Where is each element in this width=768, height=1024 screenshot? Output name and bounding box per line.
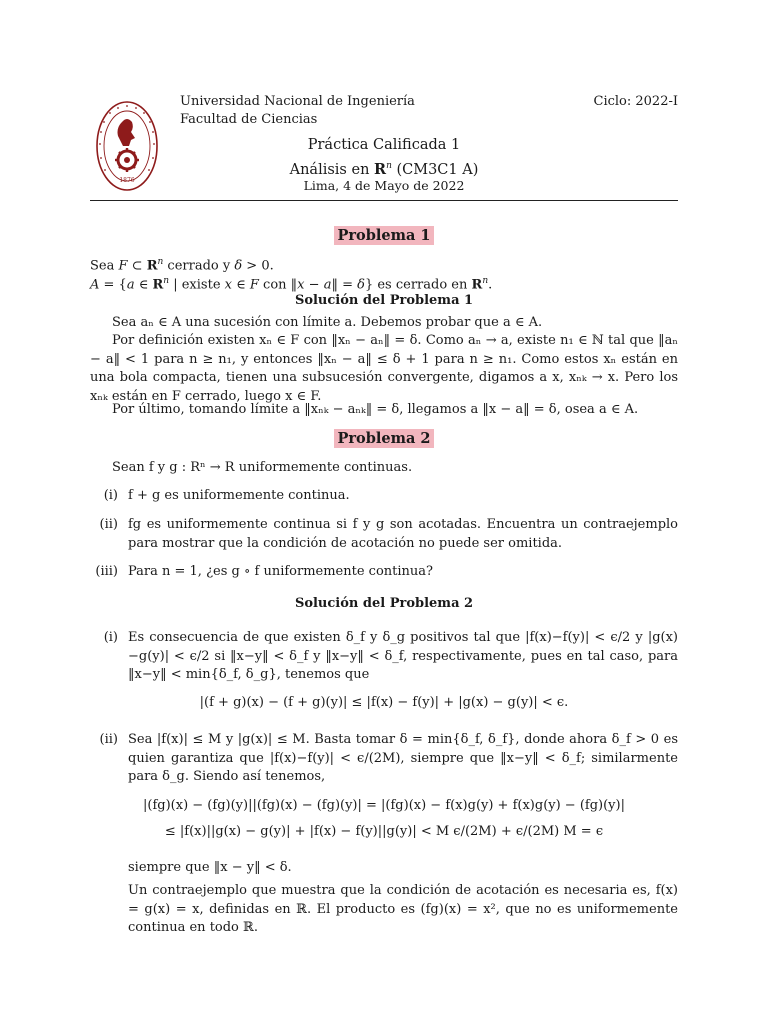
equation-product-line-2: ≤ |f(x)||g(x) − g(y)| + |f(x) − f(y)||g(y)| < M ϵ/(2M) + ϵ/(2M) M = ϵ <box>164 824 604 839</box>
exam-title: Práctica Calificada 1 <box>307 137 461 153</box>
university-name: Universidad Nacional de Ingeniería <box>180 94 415 109</box>
problem-1-statement-2: A = {a ∈ $R^n$ | existe x ∈ F con ‖x − a‖ = δ} es cerrado en $R^n$. <box>90 276 493 293</box>
course-name: Análisis en $R^n$ (CM3C1 A) <box>289 160 479 178</box>
solution-1-paragraph-3: Por último, tomando límite a ‖xₙₖ − aₙₖ‖ = δ, llegamos a ‖x − a‖ = δ, osea a ∈ A. <box>112 402 639 417</box>
document-page: 1876 Universidad Nacional de Ingeniería Facultad de Ciencias Ciclo: 2022-I Práctica Calificada 1 Análisis en $R^n$ (CM3C1 A) Lima, 4 de Mayo de 2022 Problema 1 Sea F ⊂ $R^n$ cerrado y δ > 0. A = {a ∈ $R^n$ | existe x ∈ F con ‖x − a‖ = δ} es cerrado en $R^n$. Solución del Problema 1 Sea aₙ ∈ A una sucesión con límite a. Debemos probar que a ∈ A. Por definición existen xₙ ∈ F con ‖xₙ − aₙ‖ = δ. Como aₙ → a, existe n₁ ∈ ℕ tal que ‖aₙ − a‖ < 1 para n ≥ n₁, y entonces ‖xₙ − a‖ ≤ δ + 1 para n ≥ n₁. Como estos xₙ están en una bola compacta, tienen una subsucesión convergente, digamos a x, xₙₖ → x. Pero los xₙₖ están en F cerrado, luego x ∈ F. Por último, tomando límite a ‖xₙₖ − aₙₖ‖ = δ, llegamos a ‖x − a‖ = δ, osea a ∈ A. Problema 2 Sean f y g : Rⁿ → R uniformemente continuas. (i) f + g es uniformemente continua. (ii) fg es uniformemente continua si f y g son acotadas. Encuentra un contraejemplo para mostrar que la condición de acotación no puede ser omitida. (iii) Para n = 1, ¿es g ∘ f uniformemente continua? Solución del Problema 2 (i) Es consecuencia de que existen δ_f y δ_g positivos tal que |f(x)−f(y)| < ϵ/2 y |g(x)−g(y)| < ϵ/2 si ‖x−y‖ < δ_f y ‖x−y‖ < δ_f, respectivamente, pues en tal caso, para ‖x−y‖ < min{δ_f, δ_g}, tenemos que |(f + g)(x) − (f + g)(y)| ≤ |f(x) − f(y)| + |g(x) − g(y)| < ϵ. (ii) Sea |f(x)| ≤ M y |g(x)| ≤ M. Basta tomar δ = min{δ_f, δ_f}, donde ahora δ_f > 0 es quien garantiza que |f(x)−f(y)| < ϵ/(2M), siempre que ‖x−y‖ < δ_f; similarmente para δ_g. Siendo así tenemos, |(fg)(x) − (fg)(y)||(fg)(x) − (fg)(y)| = |(fg)(x) − f(x)g(y) + f(x)g(y) − (fg)(y)| ≤ |f(x)||g(x) − g(y)| + |f(x) − f(y)||g(y)| < M ϵ/(2M) + ϵ/(2M) M = ϵ siempre que ‖x − y‖ < δ. Un contraejemplo que muestra que la condición de acotación es necesaria es, f(x) = g(x) = x, definidas en ℝ. El producto es (fg)(x) = x², que no es uniformemente continua en todo ℝ. <box>0 0 768 1024</box>
exam-date: Lima, 4 de Mayo de 2022 <box>303 178 465 193</box>
solution-1-paragraph-2: Por definición existen xₙ ∈ F con ‖xₙ − aₙ‖ = δ. Como aₙ → a, existe n₁ ∈ ℕ tal que ‖aₙ − a‖ < 1 para n ≥ n₁, y entonces ‖xₙ − a‖ ≤ δ + 1 para n ≥ n₁. Como estos xₙ están en una bola compacta, tienen una subsucesión convergente, digamos a x, xₙₖ → x. Pero los xₙₖ están en F cerrado, luego x ∈ F. <box>90 333 678 404</box>
problem-2-intro: Sean f y g : Rⁿ → R uniformemente continuas. <box>112 460 413 475</box>
problem-2-heading: Problema 2 <box>0 430 768 450</box>
solution-2-counterexample: Un contraejemplo que muestra que la condición de acotación es necesaria es, f(x) = g(x) = x, definidas en ℝ. El producto es (fg)(x) = x², que no es uniformemente continua en todo ℝ. <box>128 883 678 935</box>
svg-text:1876: 1876 <box>119 177 135 184</box>
faculty-name: Facultad de Ciencias <box>180 112 318 127</box>
problem-1-heading: Problema 1 <box>0 227 768 247</box>
solution-1-paragraph-1: Sea aₙ ∈ A una sucesión con límite a. Debemos probar que a ∈ A. <box>112 315 543 330</box>
equation-sum: |(f + g)(x) − (f + g)(y)| ≤ |f(x) − f(y)| + |g(x) − g(y)| < ϵ. <box>199 695 569 710</box>
problem-1-statement-1: Sea F ⊂ $R^n$ cerrado y δ > 0. <box>90 257 274 274</box>
solution-2-heading: Solución del Problema 2 <box>294 596 474 611</box>
cycle-label: Ciclo: 2022-I <box>593 94 678 109</box>
solution-2-after-equation: siempre que ‖x − y‖ < δ. <box>128 860 292 875</box>
equation-product-line-1: |(fg)(x) − (fg)(y)||(fg)(x) − (fg)(y)| = |(fg)(x) − f(x)g(y) + f(x)g(y) − (fg)(y)| <box>143 798 625 813</box>
header-divider <box>90 200 678 201</box>
solution-1-heading: Solución del Problema 1 <box>294 293 474 308</box>
